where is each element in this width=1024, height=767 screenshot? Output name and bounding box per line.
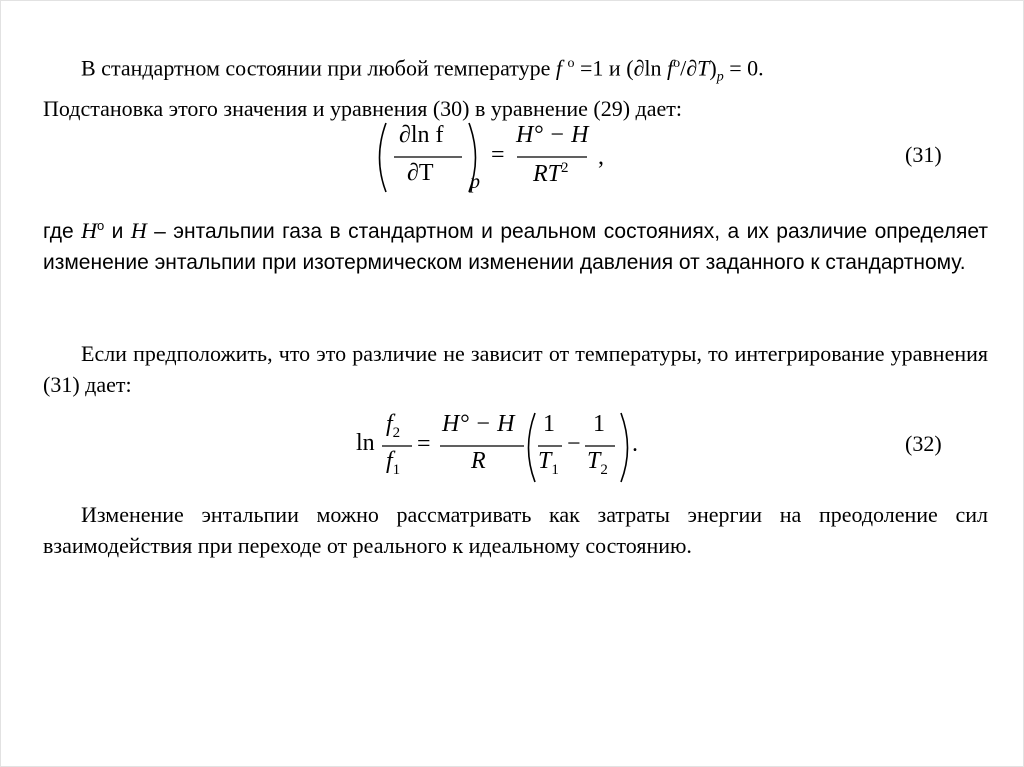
eq32-period: . [632,431,638,457]
eq32-lhs-denominator: $f_1$ [386,448,401,478]
eq32-left-paren [529,413,536,482]
p1-text-e: = 0. [729,55,764,81]
eq32-lhs-numerator: $f_2$ [386,411,401,441]
p1-text-b: =1 и (∂ln [580,55,662,81]
eq32-mid-denominator: R [471,448,486,474]
eq31-subscript-p: p [470,171,480,193]
eq32-ln: ln [356,430,375,456]
eq31-comma: , [598,144,604,170]
paragraph-integration: Если предположить, что это различие не зависит от температуры, то интегрирование уравнения (31) дает: [43,341,988,397]
paragraph-enthalpy-change: Изменение энтальпии можно рассматривать как затраты энергии на преодоление сил взаимодействия при переходе от реального к идеальному состоянию. [43,502,988,558]
p1-degree: о [567,56,575,71]
eq32-right-paren [621,413,628,482]
eq32-b-numerator: 1 [593,411,605,437]
eq31-lhs-numerator: ∂ln f [399,122,444,148]
paragraph-standard-state [43,48,988,124]
p1-f2: f [667,55,674,81]
eq32-a-denominator: $T_1$ [538,448,559,478]
eq31-left-paren [380,123,387,192]
p1-p: p [716,69,724,85]
p1-T: T [697,55,710,81]
eq32-a-numerator: 1 [543,411,555,437]
p1-text-c: /∂ [680,55,698,81]
p1-text-d: ) [709,55,717,81]
p1-f: f [555,55,563,81]
eq32-minus: − [567,431,581,457]
p1-line2: Подстановка этого значения и уравнения (30) в уравнение (29) дает: [43,95,682,121]
p1-text-a: В стандартном состоянии при любой температуре [81,55,551,81]
eq32-equals: = [417,431,431,457]
eq31-equals: = [491,142,505,168]
eq31-rhs-denominator: $RT^2$ [533,160,569,187]
equation-31-number: (31) [905,142,942,167]
equation-32-number: (32) [905,431,942,456]
eq31-lhs-denominator: ∂T [407,160,434,186]
eq32-b-denominator: $T_2$ [587,448,608,478]
eq31-rhs-numerator: H° − H [516,122,589,148]
p1-degree2: о [673,56,681,71]
eq32-mid-numerator: H° − H [442,411,515,437]
paragraph-enthalpy-definition: где $H^о$ и H – энтальпии газа в стандартном и реальном состояниях, а их различие определяет изменение энтальпии при изотермическом изменении давления от заданного к стандартному. [43,218,988,274]
